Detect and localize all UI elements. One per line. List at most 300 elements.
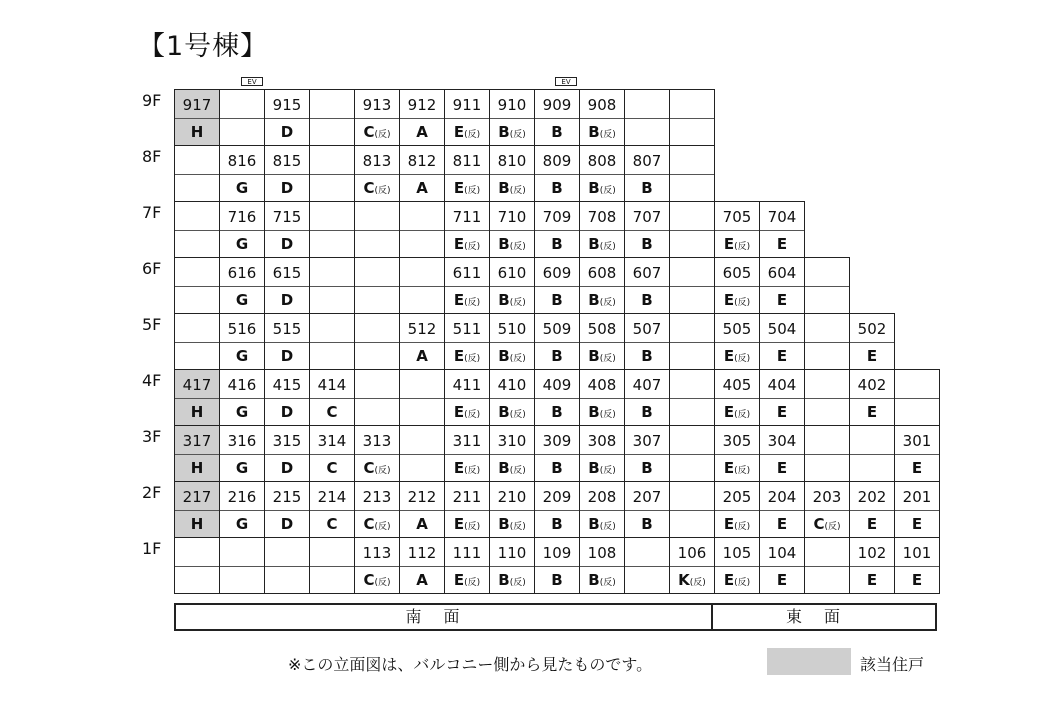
cell-divider — [535, 286, 579, 287]
unit-number: 505 — [722, 320, 752, 338]
unit-cell — [399, 145, 445, 202]
unit-number: 710 — [497, 208, 527, 226]
unit-type: D — [280, 123, 294, 141]
cell-divider — [760, 342, 804, 343]
unit-type — [355, 344, 399, 368]
cell-divider — [535, 342, 579, 343]
cell-divider — [400, 174, 444, 175]
unit-cell — [804, 425, 850, 482]
cell-divider — [265, 286, 309, 287]
cell-divider — [805, 286, 849, 287]
cell-divider — [400, 454, 444, 455]
unit-number: 404 — [767, 376, 797, 394]
unit-type: B — [641, 347, 653, 365]
unit-type: E — [911, 515, 923, 533]
unit-number: 307 — [632, 432, 662, 450]
unit-type — [670, 232, 714, 256]
unit-type — [175, 568, 219, 592]
unit-cell — [714, 537, 760, 594]
unit-type: E — [776, 515, 788, 533]
cell-divider — [265, 174, 309, 175]
unit-number — [850, 429, 894, 453]
reverse-marker: (反) — [509, 130, 526, 140]
cell-divider — [625, 174, 669, 175]
unit-number: 705 — [722, 208, 752, 226]
unit-number: 416 — [227, 376, 257, 394]
unit-number: 917 — [182, 96, 212, 114]
unit-cell — [399, 537, 445, 594]
cell-divider — [265, 230, 309, 231]
unit-cell — [534, 369, 580, 426]
cell-divider — [535, 398, 579, 399]
cell-divider — [175, 454, 219, 455]
unit-type: E — [866, 403, 878, 421]
unit-cell — [399, 89, 445, 146]
unit-type: E — [776, 571, 788, 589]
unit-type: E(反) — [453, 571, 481, 589]
unit-cell — [849, 369, 895, 426]
unit-cell — [174, 481, 220, 538]
unit-cell — [489, 257, 535, 314]
unit-number: 711 — [452, 208, 482, 226]
cell-divider — [625, 398, 669, 399]
cell-divider — [895, 454, 939, 455]
unit-number: 704 — [767, 208, 797, 226]
unit-type: B — [551, 459, 563, 477]
unit-type: E — [866, 347, 878, 365]
elevator-label: EV — [241, 77, 263, 86]
unit-cell — [759, 257, 805, 314]
unit-number: 110 — [497, 544, 527, 562]
cell-divider — [220, 454, 264, 455]
unit-number: 910 — [497, 96, 527, 114]
unit-type: B — [641, 515, 653, 533]
cell-divider — [310, 566, 354, 567]
reverse-marker: (反) — [734, 466, 751, 476]
unit-number — [310, 149, 354, 173]
unit-cell — [714, 369, 760, 426]
cell-divider — [715, 286, 759, 287]
cell-divider — [670, 566, 714, 567]
unit-cell — [219, 201, 265, 258]
unit-cell — [354, 425, 400, 482]
unit-cell — [354, 145, 400, 202]
cell-divider — [895, 566, 939, 567]
cell-divider — [760, 510, 804, 511]
unit-type: G — [235, 347, 249, 365]
cell-divider — [580, 286, 624, 287]
unit-type: E(反) — [453, 347, 481, 365]
unit-number: 909 — [542, 96, 572, 114]
unit-type: A — [416, 123, 428, 141]
unit-cell — [264, 425, 310, 482]
cell-divider — [400, 230, 444, 231]
unit-number: 104 — [767, 544, 797, 562]
cell-divider — [535, 230, 579, 231]
unit-type: D — [280, 235, 294, 253]
cell-divider — [715, 454, 759, 455]
unit-cell — [624, 537, 670, 594]
unit-cell — [264, 481, 310, 538]
unit-number: 609 — [542, 264, 572, 282]
unit-number: 405 — [722, 376, 752, 394]
unit-cell — [309, 201, 355, 258]
unit-type — [400, 232, 444, 256]
unit-cell — [444, 145, 490, 202]
unit-number: 716 — [227, 208, 257, 226]
cell-divider — [580, 510, 624, 511]
unit-type: C(反) — [363, 179, 391, 197]
unit-type: H — [190, 515, 204, 533]
unit-cell — [219, 257, 265, 314]
unit-cell — [579, 369, 625, 426]
reverse-marker: (反) — [464, 410, 481, 420]
unit-type — [670, 120, 714, 144]
unit-type: H — [190, 459, 204, 477]
reverse-marker: (反) — [464, 466, 481, 476]
unit-number: 414 — [317, 376, 347, 394]
cell-divider — [310, 454, 354, 455]
unit-type: E — [776, 459, 788, 477]
reverse-marker: (反) — [599, 242, 616, 252]
unit-number — [805, 373, 849, 397]
unit-number — [670, 149, 714, 173]
unit-cell — [849, 313, 895, 370]
cell-divider — [490, 230, 534, 231]
unit-number: 811 — [452, 152, 482, 170]
unit-number: 510 — [497, 320, 527, 338]
cell-divider — [400, 398, 444, 399]
cell-divider — [895, 398, 939, 399]
cell-divider — [580, 454, 624, 455]
unit-cell — [624, 369, 670, 426]
elevation-note: ※この立面図は、バルコニー側から見たものです。 — [288, 655, 653, 674]
cell-divider — [580, 566, 624, 567]
cell-divider — [580, 398, 624, 399]
unit-cell — [489, 481, 535, 538]
cell-divider — [175, 174, 219, 175]
cell-divider — [220, 118, 264, 119]
cell-divider — [175, 510, 219, 511]
cell-divider — [310, 342, 354, 343]
reverse-marker: (反) — [509, 578, 526, 588]
unit-number — [805, 429, 849, 453]
floor-label-4f: 4F — [142, 371, 162, 390]
cell-divider — [850, 398, 894, 399]
unit-number: 202 — [857, 488, 887, 506]
unit-number — [310, 261, 354, 285]
unit-cell — [399, 313, 445, 370]
unit-cell — [624, 257, 670, 314]
cell-divider — [715, 230, 759, 231]
reverse-marker: (反) — [464, 354, 481, 364]
unit-cell — [219, 369, 265, 426]
unit-type — [175, 344, 219, 368]
unit-cell — [534, 257, 580, 314]
unit-number: 707 — [632, 208, 662, 226]
cell-divider — [670, 398, 714, 399]
unit-cell — [804, 537, 850, 594]
unit-type: E — [776, 291, 788, 309]
unit-number: 708 — [587, 208, 617, 226]
unit-type: B — [641, 235, 653, 253]
unit-number — [895, 373, 939, 397]
cell-divider — [175, 398, 219, 399]
cell-divider — [580, 342, 624, 343]
unit-cell — [174, 313, 220, 370]
unit-number: 815 — [272, 152, 302, 170]
unit-cell — [309, 425, 355, 482]
floor-label-6f: 6F — [142, 259, 162, 278]
unit-type — [670, 400, 714, 424]
cell-divider — [535, 118, 579, 119]
unit-cell — [219, 89, 265, 146]
unit-type: B — [551, 571, 563, 589]
floor-label-2f: 2F — [142, 483, 162, 502]
unit-cell — [444, 89, 490, 146]
page-title: 【1号棟】 — [138, 31, 269, 62]
cell-divider — [445, 286, 489, 287]
reverse-marker: (反) — [599, 186, 616, 196]
reverse-marker: (反) — [374, 578, 391, 588]
unit-type: D — [280, 291, 294, 309]
unit-cell — [489, 537, 535, 594]
unit-number: 608 — [587, 264, 617, 282]
unit-cell — [714, 201, 760, 258]
cell-divider — [220, 286, 264, 287]
cell-divider — [400, 510, 444, 511]
unit-cell — [309, 537, 355, 594]
unit-type: D — [280, 515, 294, 533]
unit-number — [220, 541, 264, 565]
reverse-marker: (反) — [689, 578, 706, 588]
unit-cell — [219, 145, 265, 202]
reverse-marker: (反) — [509, 466, 526, 476]
cell-divider — [220, 398, 264, 399]
unit-type: E(反) — [453, 235, 481, 253]
cell-divider — [265, 398, 309, 399]
unit-type: E(反) — [723, 291, 751, 309]
unit-cell — [804, 257, 850, 314]
unit-number — [805, 317, 849, 341]
cell-divider — [400, 118, 444, 119]
unit-cell — [579, 89, 625, 146]
unit-type: B(反) — [588, 291, 616, 309]
unit-number — [175, 317, 219, 341]
unit-number: 208 — [587, 488, 617, 506]
unit-cell — [174, 369, 220, 426]
cell-divider — [760, 566, 804, 567]
cell-divider — [445, 454, 489, 455]
unit-number: 402 — [857, 376, 887, 394]
cell-divider — [535, 454, 579, 455]
cell-divider — [805, 510, 849, 511]
unit-cell — [174, 257, 220, 314]
unit-type — [400, 400, 444, 424]
unit-type: E(反) — [723, 403, 751, 421]
unit-type — [400, 288, 444, 312]
unit-cell — [579, 257, 625, 314]
unit-type: B(反) — [588, 347, 616, 365]
cell-divider — [220, 174, 264, 175]
unit-type: E(反) — [453, 403, 481, 421]
unit-number: 913 — [362, 96, 392, 114]
unit-cell — [534, 201, 580, 258]
cell-divider — [265, 342, 309, 343]
floor-label-8f: 8F — [142, 147, 162, 166]
unit-type: A — [416, 515, 428, 533]
cell-divider — [625, 286, 669, 287]
cell-divider — [265, 510, 309, 511]
reverse-marker: (反) — [464, 242, 481, 252]
reverse-marker: (反) — [464, 578, 481, 588]
unit-number: 317 — [182, 432, 212, 450]
unit-type: B(反) — [498, 571, 526, 589]
unit-type: D — [280, 403, 294, 421]
unit-number: 415 — [272, 376, 302, 394]
unit-number: 409 — [542, 376, 572, 394]
cell-divider — [175, 118, 219, 119]
unit-number — [805, 541, 849, 565]
reverse-marker: (反) — [599, 354, 616, 364]
unit-number: 709 — [542, 208, 572, 226]
floor-label-3f: 3F — [142, 427, 162, 446]
unit-number: 308 — [587, 432, 617, 450]
unit-type — [355, 288, 399, 312]
unit-type: C — [326, 459, 338, 477]
unit-cell — [714, 257, 760, 314]
unit-cell — [804, 313, 850, 370]
unit-number: 204 — [767, 488, 797, 506]
unit-cell — [309, 145, 355, 202]
unit-cell — [354, 369, 400, 426]
unit-cell — [399, 481, 445, 538]
cell-divider — [355, 398, 399, 399]
cell-divider — [310, 398, 354, 399]
cell-divider — [355, 566, 399, 567]
unit-number: 301 — [902, 432, 932, 450]
south-facade-label: 南面 — [174, 603, 713, 631]
unit-number — [400, 261, 444, 285]
unit-type: C(反) — [363, 459, 391, 477]
unit-number: 502 — [857, 320, 887, 338]
cell-divider — [490, 174, 534, 175]
legend-label: 該当住戸 — [860, 655, 925, 674]
unit-cell — [354, 89, 400, 146]
unit-type: E(反) — [453, 515, 481, 533]
unit-number: 604 — [767, 264, 797, 282]
floor-label-1f: 1F — [142, 539, 162, 558]
unit-number: 610 — [497, 264, 527, 282]
cell-divider — [400, 342, 444, 343]
cell-divider — [310, 174, 354, 175]
unit-number — [310, 93, 354, 117]
unit-cell — [354, 481, 400, 538]
cell-divider — [625, 510, 669, 511]
cell-divider — [490, 510, 534, 511]
unit-number: 611 — [452, 264, 482, 282]
unit-number: 217 — [182, 488, 212, 506]
unit-type: K(反) — [678, 571, 706, 589]
unit-number — [625, 541, 669, 565]
unit-type: B — [551, 291, 563, 309]
cell-divider — [490, 286, 534, 287]
unit-type: B — [641, 459, 653, 477]
cell-divider — [625, 118, 669, 119]
cell-divider — [175, 566, 219, 567]
unit-cell — [489, 425, 535, 482]
unit-cell — [489, 201, 535, 258]
unit-number: 509 — [542, 320, 572, 338]
unit-number — [625, 93, 669, 117]
unit-number: 807 — [632, 152, 662, 170]
unit-type: B — [641, 179, 653, 197]
cell-divider — [715, 566, 759, 567]
reverse-marker: (反) — [734, 354, 751, 364]
cell-divider — [715, 342, 759, 343]
unit-cell — [624, 145, 670, 202]
unit-cell — [624, 425, 670, 482]
unit-number: 112 — [407, 544, 437, 562]
unit-type: B(反) — [588, 123, 616, 141]
unit-number: 109 — [542, 544, 572, 562]
unit-cell — [759, 201, 805, 258]
unit-cell — [354, 313, 400, 370]
unit-type: E(反) — [453, 123, 481, 141]
reverse-marker: (反) — [464, 522, 481, 532]
unit-type: C(反) — [813, 515, 841, 533]
unit-type: B(反) — [498, 403, 526, 421]
cell-divider — [445, 118, 489, 119]
cell-divider — [355, 174, 399, 175]
cell-divider — [490, 454, 534, 455]
unit-type — [850, 456, 894, 480]
reverse-marker: (反) — [734, 410, 751, 420]
unit-type: E — [866, 515, 878, 533]
unit-type — [400, 456, 444, 480]
floor-label-9f: 9F — [142, 91, 162, 110]
cell-divider — [175, 286, 219, 287]
cell-divider — [670, 342, 714, 343]
unit-cell — [669, 201, 715, 258]
unit-type: B — [551, 515, 563, 533]
unit-number: 816 — [227, 152, 257, 170]
unit-cell — [894, 481, 940, 538]
reverse-marker: (反) — [464, 186, 481, 196]
unit-type — [805, 568, 849, 592]
unit-type: G — [235, 291, 249, 309]
cell-divider — [310, 230, 354, 231]
unit-cell — [219, 537, 265, 594]
unit-type — [895, 400, 939, 424]
unit-type: E — [911, 571, 923, 589]
unit-type: E(反) — [723, 347, 751, 365]
unit-number: 417 — [182, 376, 212, 394]
unit-type: A — [416, 347, 428, 365]
unit-cell — [264, 201, 310, 258]
unit-type: B(反) — [498, 347, 526, 365]
unit-number — [400, 373, 444, 397]
cell-divider — [715, 510, 759, 511]
unit-cell — [894, 537, 940, 594]
unit-number: 605 — [722, 264, 752, 282]
cell-divider — [850, 342, 894, 343]
unit-cell — [624, 313, 670, 370]
unit-type: G — [235, 403, 249, 421]
unit-number — [265, 541, 309, 565]
reverse-marker: (反) — [599, 578, 616, 588]
reverse-marker: (反) — [599, 410, 616, 420]
